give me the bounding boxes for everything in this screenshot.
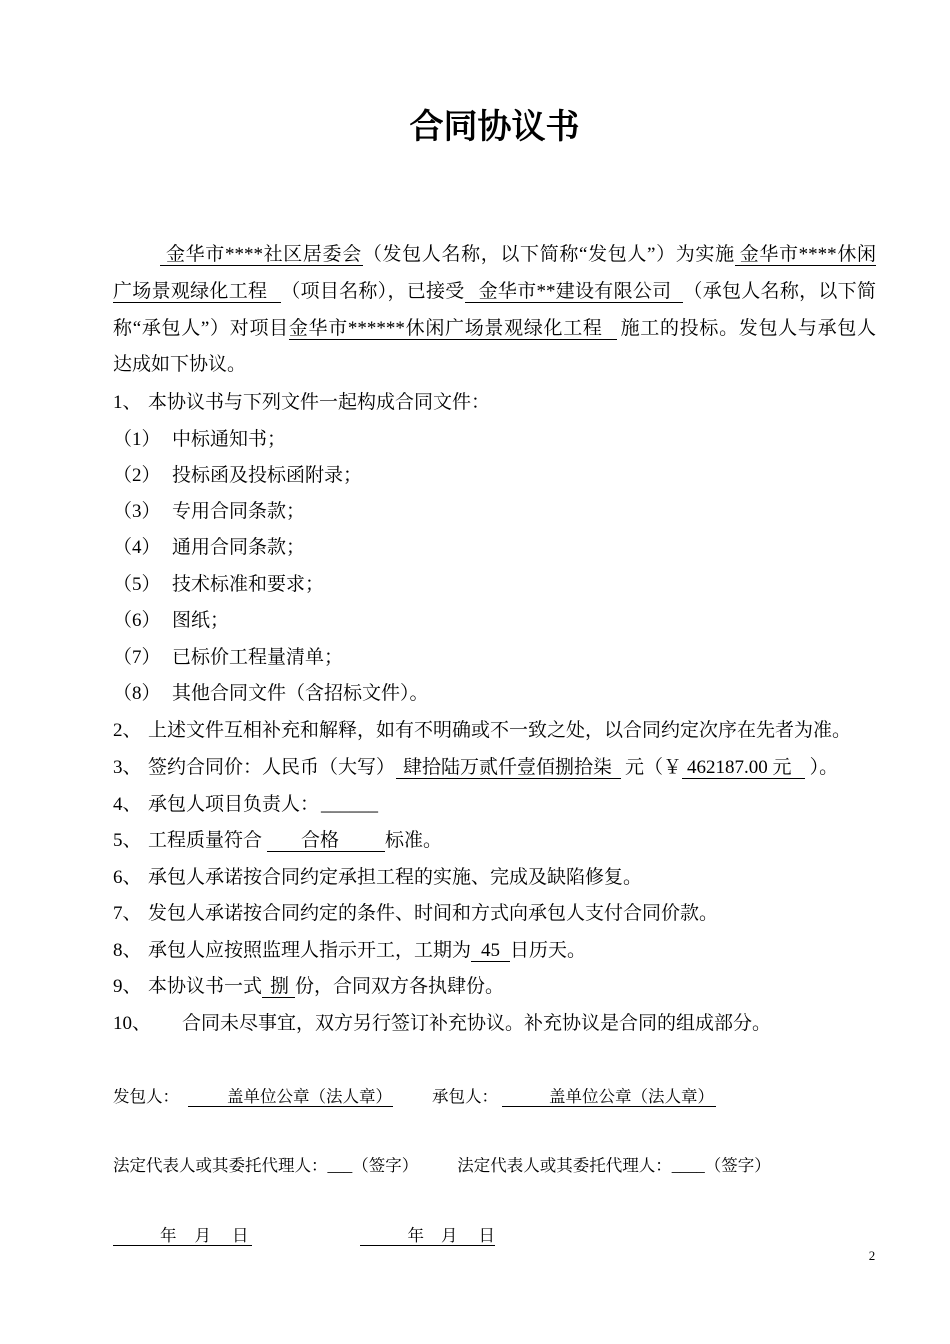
clause-text: 本协议书一式 <box>148 976 263 997</box>
clause-number: 8、 <box>113 940 142 961</box>
document-item-number: （8） <box>113 683 161 704</box>
clause-text: 合同未尽事宜，双方另行签订补充协议。补充协议是合同的组成部分。 <box>182 1013 772 1034</box>
document-item-text: 技术标准和要求； <box>172 574 325 595</box>
clause-number: 6、 <box>113 867 142 888</box>
employer-name: 金华市****社区居委会 <box>160 244 363 266</box>
clause-text: 元（￥ <box>625 757 683 778</box>
contract-price-figures: 462187.00 元 <box>682 757 805 779</box>
document-item-text: 其他合同文件（含招标文件）。 <box>172 683 429 704</box>
clause-number: 3、 <box>113 757 142 778</box>
document-item-text: 专用合同条款； <box>172 501 306 522</box>
document-item <box>113 606 876 636</box>
contractor-date <box>360 1226 496 1246</box>
clause-text: 上述文件互相补充和解释，如有不明确或不一致之处，以合同约定次序在先者为准。 <box>148 720 852 741</box>
intro-text-a: （发包人名称，以下简称“发包人”）为实施 <box>362 244 735 265</box>
date-month: 月 <box>194 1226 211 1245</box>
intro-text-b: （项目名称），已接受 <box>281 281 465 302</box>
clause-text: 签约合同价：人民币（大写） <box>148 757 396 778</box>
date-month: 月 <box>441 1226 458 1245</box>
clause-number: 7、 <box>113 903 142 924</box>
date-year: 年 <box>160 1226 177 1245</box>
employer-rep-blank: ___ <box>327 1156 353 1175</box>
document-item-text: 通用合同条款； <box>172 537 306 558</box>
document-item-number: （3） <box>113 501 161 522</box>
project-name-part1: 金华市****休闲 <box>735 244 876 266</box>
signature-seal-line <box>113 1084 876 1110</box>
signature-date-line <box>113 1223 876 1249</box>
clause-6 <box>113 863 876 893</box>
clause-5 <box>113 826 876 856</box>
project-manager-blank: ______ <box>321 794 379 815</box>
document-item-number: （6） <box>113 610 161 631</box>
contractor-name: 金华市**建设有限公司 <box>465 281 684 303</box>
contractor-label: 承包人： <box>432 1087 498 1106</box>
clause-text: 承包人承诺按合同约定承担工程的实施、完成及缺陷修复。 <box>148 867 643 888</box>
document-item <box>113 533 876 563</box>
date-day: 日 <box>478 1226 495 1245</box>
project-name-part2: 广场景观绿化工程 <box>113 281 281 303</box>
document-item-number: （2） <box>113 465 161 486</box>
clause-text: ）。 <box>809 757 839 778</box>
clause-3 <box>113 753 876 783</box>
clause-text: 标准。 <box>385 830 443 851</box>
date-day: 日 <box>232 1226 249 1245</box>
intro-line-3 <box>113 314 876 344</box>
intro-text-e: 施工的投标。发包人与承包人 <box>620 318 876 339</box>
quality-standard: 合格 <box>267 830 385 852</box>
date-year: 年 <box>407 1226 424 1245</box>
clause-number: 10、 <box>113 1013 152 1034</box>
intro-line-2 <box>113 277 876 307</box>
document-item-number: （5） <box>113 574 161 595</box>
clause-number: 9、 <box>113 976 142 997</box>
intro-text-c: （承包人名称，以下简 <box>683 281 876 302</box>
document-item <box>113 497 876 527</box>
clause-number: 2、 <box>113 720 142 741</box>
document-item-text: 已标价工程量清单； <box>172 647 344 668</box>
clause-number: 1、 <box>113 392 142 413</box>
intro-line-4: 达成如下协议。 <box>113 354 247 375</box>
document-item <box>113 425 876 455</box>
project-full-name: 金华市******休闲广场景观绿化工程 <box>289 318 617 340</box>
document-title: 合同协议书 <box>409 107 580 147</box>
employer-date <box>113 1226 252 1246</box>
clause-4 <box>113 790 876 820</box>
clause-8 <box>113 936 876 966</box>
document-item-number: （4） <box>113 537 161 558</box>
clause-10 <box>113 1009 876 1039</box>
clause-1 <box>113 388 876 418</box>
employer-rep-label: 法定代表人或其委托代理人： <box>113 1156 328 1175</box>
contract-price-words: 肆拾陆万贰仟壹佰捌拾柒 <box>396 757 621 779</box>
clause-text: 份，合同双方各执肆份。 <box>295 976 505 997</box>
contractor-rep-label: 法定代表人或其委托代理人： <box>457 1156 672 1175</box>
clause-text: 承包人应按照监理人指示开工，工期为 <box>148 940 472 961</box>
document-item <box>113 570 876 600</box>
employer-seal: 盖单位公章（法人章） <box>188 1087 393 1107</box>
document-item <box>113 679 876 709</box>
document-item <box>113 643 876 673</box>
clause-number: 5、 <box>113 830 142 851</box>
clause-7 <box>113 899 876 929</box>
construction-duration: 45 <box>471 940 510 962</box>
signature-representative-line <box>113 1153 876 1179</box>
document-item-number: （7） <box>113 647 161 668</box>
clause-text: 工程质量符合 <box>148 830 263 851</box>
clause-text: 本协议书与下列文件一起构成合同文件： <box>148 392 491 413</box>
copies-count: 捌 <box>262 976 295 998</box>
clause-text: 日历天。 <box>510 940 587 961</box>
intro-line-1 <box>113 240 876 270</box>
contractor-sign-note: （签字） <box>704 1156 771 1175</box>
document-item-text: 投标函及投标函附录； <box>172 465 363 486</box>
document-item <box>113 461 876 491</box>
clause-number: 4、 <box>113 794 142 815</box>
clause-2 <box>113 716 876 746</box>
intro-text-d: 称“承包人”）对项目 <box>113 318 289 339</box>
employer-sign-note: （签字） <box>352 1156 419 1175</box>
clause-9 <box>113 972 876 1002</box>
contractor-rep-blank: ____ <box>671 1156 705 1175</box>
document-item-text: 图纸； <box>172 610 230 631</box>
document-item-text: 中标通知书； <box>172 429 287 450</box>
clause-text: 发包人承诺按合同约定的条件、时间和方式向承包人支付合同价款。 <box>148 903 719 924</box>
document-item-number: （1） <box>113 429 161 450</box>
clause-text: 承包人项目负责人： <box>148 794 320 815</box>
page-number: 2 <box>868 1248 876 1263</box>
employer-label: 发包人： <box>113 1087 179 1106</box>
contractor-seal: 盖单位公章（法人章） <box>502 1087 716 1107</box>
